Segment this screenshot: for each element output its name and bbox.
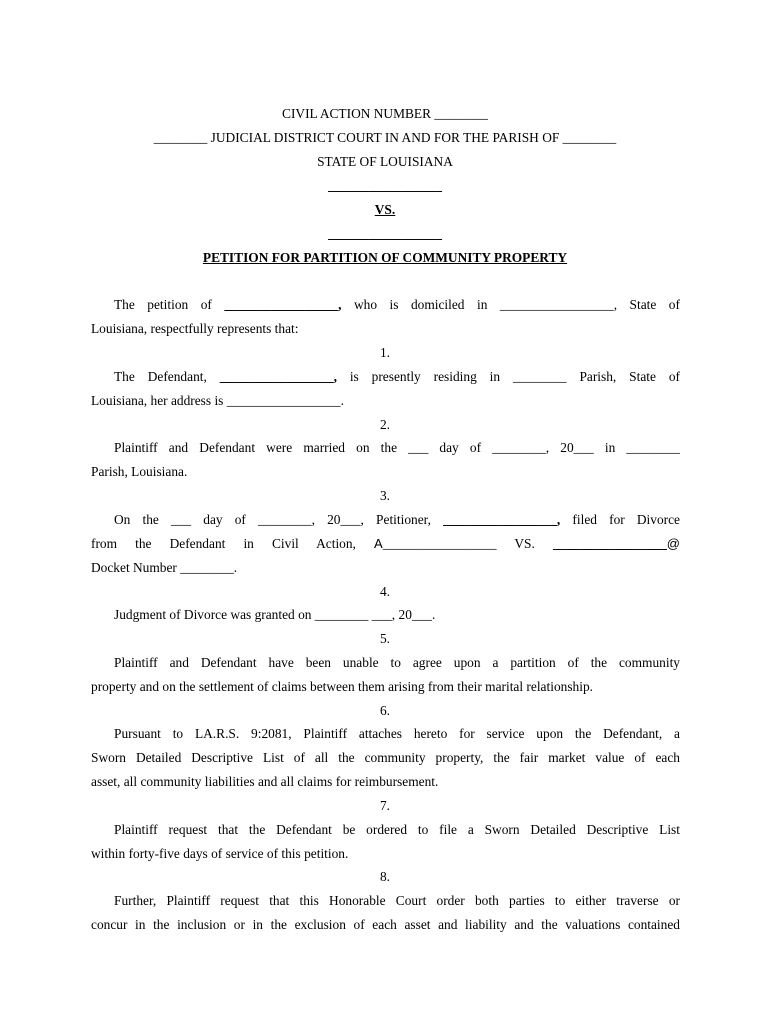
p1-period: . <box>340 393 344 408</box>
p3-line-1 <box>91 512 680 528</box>
p3-text-b: filed for Divorce <box>572 512 680 527</box>
petitioner-blank: _________________, <box>443 512 561 527</box>
intro-text-b: who is domiciled in <box>354 297 488 312</box>
state-line: STATE OF LOUISIANA <box>317 154 453 169</box>
party-defendant-blank: _________________ <box>328 226 442 241</box>
paragraph-number-8: 8. <box>379 869 391 884</box>
paragraph-number-3: 3. <box>379 488 391 503</box>
p6-line-2: Sworn Detailed Descriptive List of all the community property, the fair market value of each <box>91 750 680 765</box>
p8-line-1: Further, Plaintiff request that this Honorable Court order both parties to either traverse or <box>114 893 680 908</box>
p2-line-2: Parish, Louisiana. <box>91 464 188 479</box>
domicile-blank: _________________, <box>499 297 618 312</box>
p1-text-c: Louisiana, her address is <box>91 393 224 408</box>
p3-line-2 <box>91 536 680 552</box>
p3-text-c: from the Defendant in Civil Action, <box>91 536 356 551</box>
p1-text-a: The Defendant, <box>114 369 207 384</box>
close-quote-mark: @ <box>666 536 680 551</box>
p4-line-1: Judgment of Divorce was granted on ________ ___, 20___. <box>114 607 436 622</box>
court-line: ________ JUDICIAL DISTRICT COURT IN AND FOR THE PARISH OF ________ <box>153 130 617 145</box>
p6-line-1: Pursuant to LA.R.S. 9:2081, Plaintiff attaches hereto for service upon the Defendant, a <box>114 726 680 741</box>
paragraph-number-4: 4. <box>379 584 391 599</box>
p5-line-1: Plaintiff and Defendant have been unable to agree upon a partition of the community <box>114 655 680 670</box>
open-quote-mark: A <box>374 536 383 551</box>
p8-line-2: concur in the inclusion or in the exclusion of each asset and liability and the valuations contained <box>91 917 680 932</box>
case-plaintiff-blank: _________________ <box>382 536 497 551</box>
p1-text-b: is presently residing in ________ Parish, State of <box>349 369 680 384</box>
defendant-name-blank: _________________, <box>219 369 337 384</box>
paragraph-number-6: 6. <box>379 703 391 718</box>
paragraph-number-7: 7. <box>379 798 391 813</box>
case-defendant-blank: _________________ <box>552 536 667 551</box>
intro-line-2: Louisiana, respectfully represents that: <box>91 321 299 336</box>
p1-line-2 <box>91 393 680 409</box>
paragraph-number-1: 1. <box>379 345 391 360</box>
petitioner-name-blank: _________________, <box>224 297 342 312</box>
p2-line-1: Plaintiff and Defendant were married on the ___ day of ________, 20___ in ________ <box>114 440 680 455</box>
p3-line-3: Docket Number ________. <box>91 560 238 575</box>
p3-text-a: On the ___ day of ________, 20___, Petitioner, <box>114 512 431 527</box>
party-plaintiff-blank: _________________ <box>328 178 442 193</box>
p7-line-2: within forty-five days of service of this petition. <box>91 846 349 861</box>
defendant-address-blank: _________________ <box>226 393 341 408</box>
p3-vs: VS. <box>514 536 535 551</box>
paragraph-number-5: 5. <box>379 631 391 646</box>
p5-line-2: property and on the settlement of claims between them arising from their marital relationship. <box>91 679 593 694</box>
p6-line-3: asset, all community liabilities and all claims for reimbursement. <box>91 774 439 789</box>
p1-line-1 <box>91 369 680 385</box>
intro-line-1 <box>91 297 680 313</box>
intro-text-c: State of <box>629 297 680 312</box>
p7-line-1: Plaintiff request that the Defendant be ordered to file a Sworn Detailed Descriptive List <box>114 822 680 837</box>
civil-action-number: CIVIL ACTION NUMBER ________ <box>282 106 488 121</box>
paragraph-number-2: 2. <box>379 417 391 432</box>
intro-text-a: The petition of <box>114 297 212 312</box>
versus-label: VS. <box>374 202 396 217</box>
document-title: PETITION FOR PARTITION OF COMMUNITY PROPERTY <box>202 250 568 265</box>
